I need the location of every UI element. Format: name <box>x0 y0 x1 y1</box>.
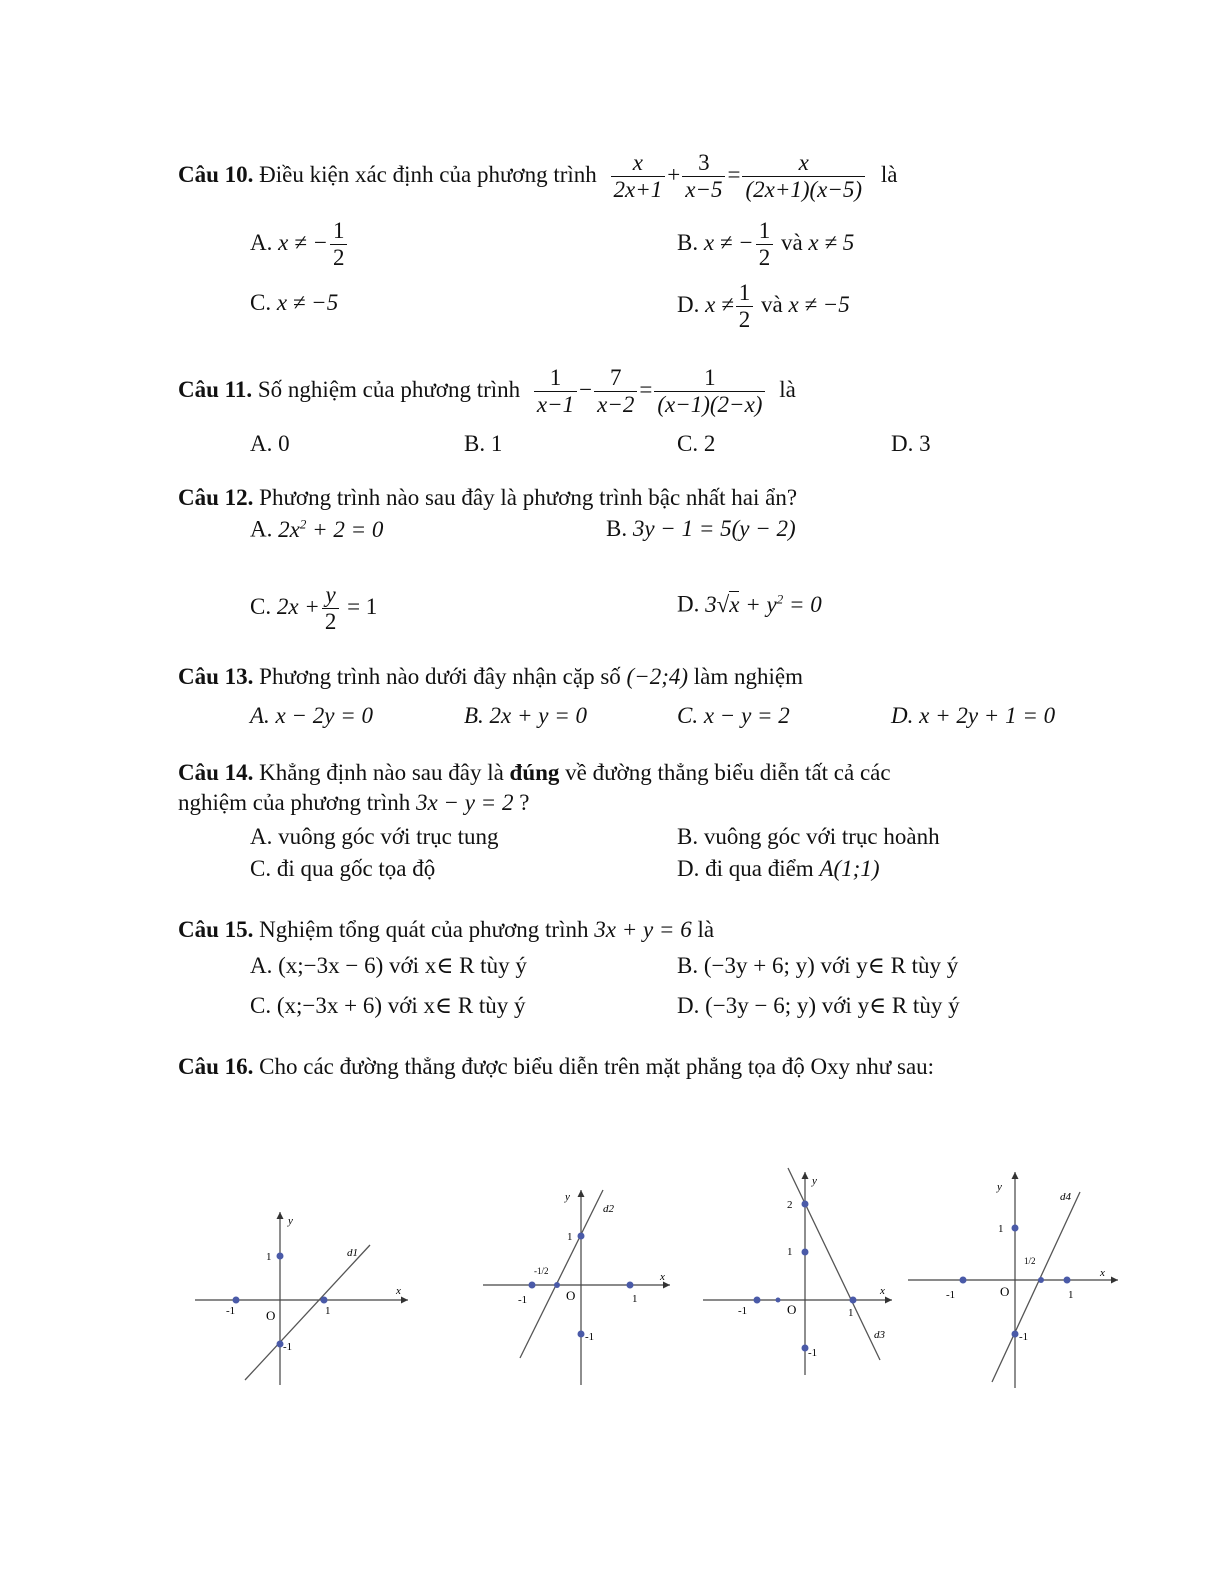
equation: $\frac{x}{2x+1}$ + $\frac{3}{x-5}$ = $\frac{x}{(2x+1)(x-5)}$ <box>609 162 873 187</box>
question-label: Câu 14. <box>178 760 254 785</box>
svg-text:2: 2 <box>787 1199 793 1211</box>
option-b[interactable]: B. vuông góc với trục hoành <box>677 824 940 849</box>
svg-text:d4: d4 <box>1060 1191 1071 1203</box>
question-tail: làm nghiệm <box>693 664 804 689</box>
svg-text:1: 1 <box>325 1305 331 1317</box>
svg-text:-1: -1 <box>738 1305 748 1317</box>
option-a[interactable]: A. x − 2y = 0 <box>250 703 374 728</box>
svg-text:y: y <box>812 1175 817 1187</box>
option-b[interactable]: B. 2x + y = 0 <box>464 703 588 728</box>
graph-d2 <box>483 1190 670 1385</box>
question-tail: là <box>779 377 796 403</box>
svg-text:x: x <box>1100 1267 1105 1279</box>
line-d3 <box>788 1168 880 1360</box>
question-text: Phương trình nào sau đây là phương trình bậc nhất hai ẩn? <box>259 485 798 510</box>
svg-text:O: O <box>566 1288 576 1303</box>
question-13 <box>178 664 803 690</box>
option-c[interactable]: C. x − y = 2 <box>677 703 790 728</box>
graph-d1 <box>195 1212 408 1385</box>
question-14: Câu 14. Khẳng định nào sau đây là đúng về đường thẳng biểu diễn tất cả các <box>178 760 891 785</box>
svg-text:-1: -1 <box>226 1305 236 1317</box>
svg-text:O: O <box>787 1302 797 1317</box>
option-c[interactable]: C. đi qua gốc tọa độ <box>250 856 436 881</box>
question-11 <box>178 365 796 419</box>
question-label: Câu 10. <box>178 162 254 188</box>
option-b[interactable]: B. (−3y + 6; y) với y∈ R tùy ý <box>677 953 959 978</box>
svg-text:1: 1 <box>266 1251 272 1263</box>
option-c[interactable]: C. (x;−3x + 6) với x∈ R tùy ý <box>250 993 526 1018</box>
svg-text:-1: -1 <box>283 1341 293 1353</box>
number-pair: (−2;4) <box>626 664 689 689</box>
question-label: Câu 12. <box>178 485 254 510</box>
question-label: Câu 15. <box>178 917 254 942</box>
svg-text:y: y <box>565 1191 570 1203</box>
svg-text:1/2: 1/2 <box>1024 1256 1036 1266</box>
svg-text:x: x <box>880 1285 885 1297</box>
svg-text:1: 1 <box>1068 1289 1074 1301</box>
origin-label: O <box>266 1308 276 1323</box>
svg-text:1: 1 <box>632 1293 638 1305</box>
graph-d3 <box>703 1168 892 1375</box>
option-d[interactable]: D. x ≠ $\frac{1}{2}$ và x ≠ −5 <box>677 280 850 333</box>
option-a[interactable]: A. vuông góc với trục tung <box>250 824 499 849</box>
svg-text:-1: -1 <box>585 1331 595 1343</box>
option-d[interactable]: D. (−3y − 6; y) với y∈ R tùy ý <box>677 993 960 1018</box>
option-a[interactable]: A. $2x^2 + 2 = 0$ <box>250 516 384 542</box>
line-d1 <box>245 1245 370 1380</box>
option-d[interactable]: D. đi qua điểm A(1;1) <box>677 856 880 881</box>
question-14-line2: nghiệm của phương trình 3x − y = 2 ? <box>178 790 530 815</box>
svg-text:1: 1 <box>998 1223 1004 1235</box>
svg-text:d3: d3 <box>874 1329 885 1341</box>
question-text: Phương trình nào dưới đây nhận cặp số <box>259 664 621 689</box>
option-c[interactable]: C. 2x + $\frac{y}{2}$ = 1 <box>250 582 378 635</box>
option-c[interactable]: C. x ≠ −5 <box>250 290 339 315</box>
svg-text:1: 1 <box>787 1246 793 1258</box>
svg-text:y: y <box>288 1215 293 1227</box>
svg-text:O: O <box>1000 1284 1010 1299</box>
svg-text:x: x <box>396 1285 401 1297</box>
svg-text:1: 1 <box>567 1231 573 1243</box>
line-label: d1 <box>347 1247 358 1259</box>
coordinate-graphs <box>0 1160 1224 1460</box>
equation: $\frac{1}{x-1}$ − $\frac{7}{x-2}$ = $\frac{1}{(x-1)(2-x)}$ <box>532 377 773 402</box>
question-text: Số nghiệm của phương trình <box>257 377 521 403</box>
option-b[interactable]: B. 3y − 1 = 5(y − 2) <box>606 516 796 541</box>
question-label: Câu 13. <box>178 664 254 689</box>
question-text: Điều kiện xác định của phương trình <box>259 162 597 188</box>
svg-text:-1: -1 <box>808 1347 818 1359</box>
svg-text:-1/2: -1/2 <box>534 1266 549 1276</box>
emphasis: đúng <box>509 760 560 785</box>
svg-text:-1: -1 <box>518 1294 528 1306</box>
option-d[interactable]: D. $3√x + y^2 = 0$ <box>677 591 822 617</box>
graph-d4 <box>908 1172 1118 1388</box>
svg-text:-1: -1 <box>1019 1331 1029 1343</box>
svg-text:d2: d2 <box>603 1203 614 1215</box>
option-d[interactable]: D. x + 2y + 1 = 0 <box>891 703 1056 728</box>
question-10 <box>178 150 897 204</box>
svg-text:y: y <box>997 1181 1002 1193</box>
svg-text:-1: -1 <box>946 1289 956 1301</box>
question-16: Câu 16. Cho các đường thẳng được biểu diễn trên mặt phẳng tọa độ Oxy như sau: <box>178 1054 935 1079</box>
option-b[interactable]: B. x ≠ − $\frac{1}{2}$ và x ≠ 5 <box>677 218 855 271</box>
question-15: Câu 15. Nghiệm tổng quát của phương trình 3x + y = 6 là <box>178 917 715 942</box>
question-label: Câu 11. <box>178 377 253 403</box>
option-a[interactable]: A. x ≠ − $\frac{1}{2}$ <box>250 218 349 272</box>
question-label: Câu 16. <box>178 1054 254 1079</box>
svg-text:x: x <box>660 1271 665 1283</box>
option-d[interactable]: D. 3 <box>891 431 931 456</box>
svg-text:1: 1 <box>848 1307 854 1319</box>
question-12 <box>178 485 797 511</box>
option-c[interactable]: C. 2 <box>677 431 716 456</box>
option-a[interactable]: A. 0 <box>250 431 290 456</box>
option-a[interactable]: A. (x;−3x − 6) với x∈ R tùy ý <box>250 953 527 978</box>
question-tail: là <box>880 162 898 188</box>
option-b[interactable]: B. 1 <box>464 431 503 456</box>
